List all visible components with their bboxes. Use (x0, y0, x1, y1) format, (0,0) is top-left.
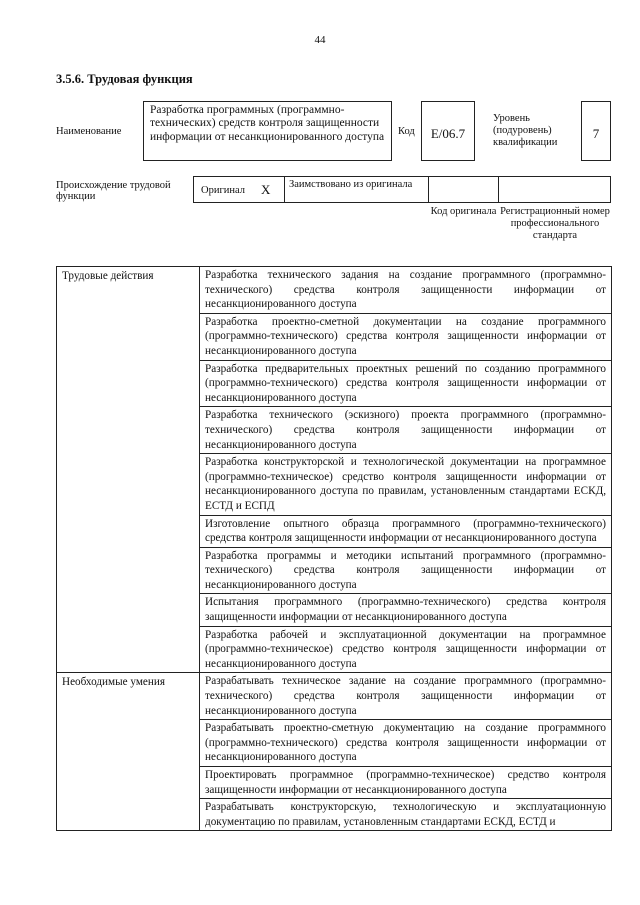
registration-number-caption: Регистрационный номер профессионального стандарта (500, 206, 610, 241)
original-mark: X (261, 182, 271, 197)
skill-item: Разрабатывать проектно-сметную документацию на создание программного (программно-технического) средства контроля защищенности информации от несанкционированного доступа (200, 720, 612, 767)
qualification-level-label: Уровень (подуровень) квалификации (493, 113, 558, 148)
qualification-level-box: 7 (581, 101, 611, 161)
skill-item: Разрабатывать конструкторскую, технологическую и эксплуатационную документацию по правилам, установленным стандартами ЕСКД, ЕСТД и (200, 799, 612, 831)
labor-action-item: Разработка конструкторской и технологической документации на программное (программно-техническое) средство контроля защищенности информации от несанкционированного доступа по правилам, установленным стандартами ЕСКД, ЕСТД и ЕСПД (200, 454, 612, 515)
skill-item: Разрабатывать техническое задание на создание программного (программно-технического) средства контроля защищенности информации от несанкционированного доступа (200, 673, 612, 720)
table-row (57, 673, 612, 720)
labor-action-item: Разработка предварительных проектных решений по созданию программного (программно-технического) средства контроля защищенности информации от несанкционированного доступа (200, 360, 612, 407)
section-title: 3.5.6. Трудовая функция (56, 72, 193, 86)
borrowed-cell: Заимствовано из оригинала (284, 176, 429, 203)
labor-action-item: Испытания программного (программно-технического) средства контроля защищенности информации от несанкционированного доступа (200, 594, 612, 626)
labor-action-item: Разработка технического задания на создание программного (программно-технического) средства контроля защищенности информации от несанкционированного доступа (200, 267, 612, 314)
origin-label: Происхождение трудовой функции (56, 180, 171, 202)
labor-action-item: Разработка программы и методики испытаний программного (программно-технического) средства контроля защищенности информации от несанкционированного доступа (200, 547, 612, 594)
function-name-box: Разработка программных (программно-технических) средств контроля защищенности информации от несанкционированного доступа (143, 101, 392, 161)
function-code-box: E/06.7 (421, 101, 475, 161)
skill-item: Проектировать программное (программно-техническое) средство контроля защищенности информации от несанкционированного доступа (200, 767, 612, 799)
labor-action-item: Разработка рабочей и эксплуатационной документации на программное (программно-техническое) средство контроля защищенности информации от несанкционированного доступа (200, 626, 612, 673)
original-label: Оригинал (201, 185, 245, 196)
name-label: Наименование (56, 126, 122, 137)
labor-function-table (56, 266, 612, 831)
labor-action-item: Разработка технического (эскизного) проекта программного (программно-технического) средства контроля защищенности информации от несанкционированного доступа (200, 407, 612, 454)
page-number: 44 (314, 34, 326, 46)
table-row (57, 267, 612, 314)
original-code-caption: Код оригинала (430, 206, 497, 217)
labor-action-item: Разработка проектно-сметной документации на создание программного (программно-технического) средства контроля защищенности информации от несанкционированного доступа (200, 313, 612, 360)
code-label: Код (398, 126, 415, 137)
required-skills-label: Необходимые умения (57, 673, 200, 831)
labor-action-item: Изготовление опытного образца программного (программно-технического) средства контроля защищенности информации от несанкционированного доступа (200, 515, 612, 547)
labor-actions-label: Трудовые действия (57, 267, 200, 673)
